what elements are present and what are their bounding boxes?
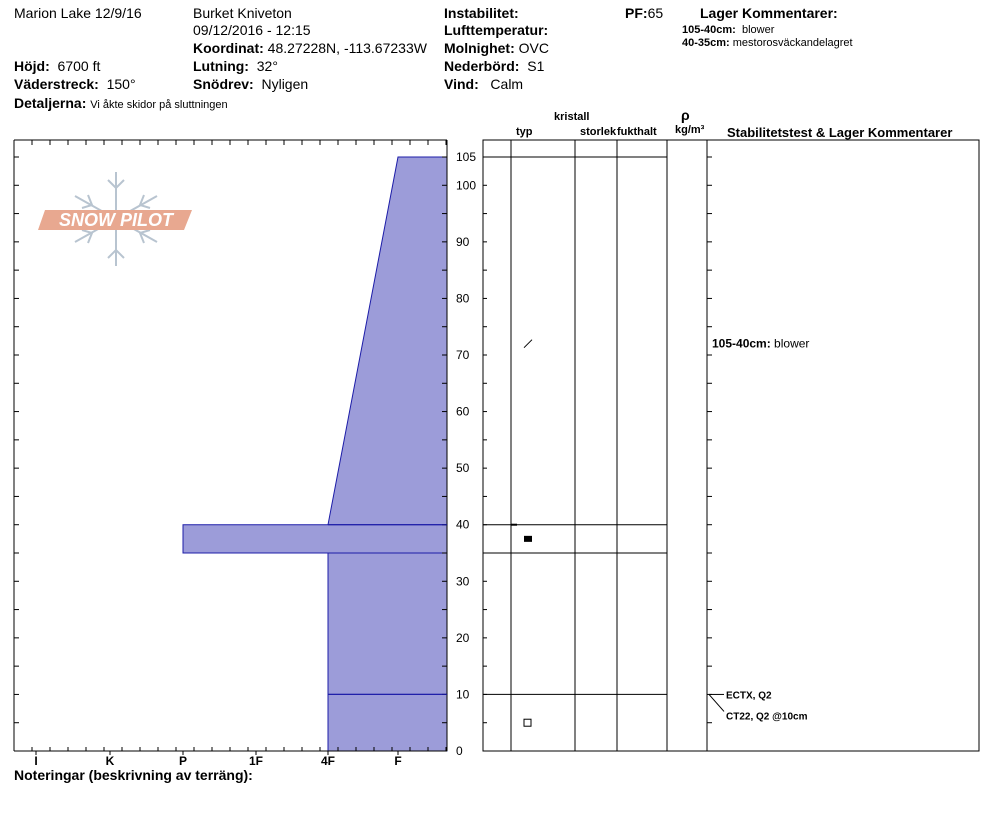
hardness-tick-label: 4F [320, 754, 336, 768]
depth-tick-label: 80 [456, 291, 470, 306]
depth-tick-label: 70 [456, 348, 470, 362]
drift-value: Nyligen [261, 76, 309, 92]
column-moisture: fukthalt [617, 126, 657, 138]
hardness-tick-label: 1F [248, 754, 264, 768]
hardness-layer-4 [328, 694, 447, 751]
layer-comment-1-range: 105-40cm: [682, 24, 736, 36]
elevation-value: 6700 ft [57, 58, 101, 74]
pf-label: PF: [625, 5, 648, 21]
stability-test-label: ECTX, Q2 [726, 690, 772, 702]
layer-grid-frame [483, 140, 979, 751]
depth-tick-label: 105 [456, 150, 477, 164]
depth-tick-label: 30 [456, 574, 470, 589]
drift-label: Snödrev: [193, 76, 254, 92]
hardness-tick-label: P [178, 754, 188, 768]
hardness-tick-label: F [394, 754, 402, 768]
column-rho: ρ [681, 107, 690, 123]
aspect-label: Väderstreck: [14, 76, 99, 92]
column-size: storlek [580, 126, 617, 138]
terrain-notes-label: Noteringar (beskrivning av terräng): [14, 767, 253, 783]
hardness-tick-label: I [34, 754, 38, 768]
column-density-unit: kg/m³ [675, 124, 705, 136]
aspect-value: 150° [106, 76, 136, 92]
air-temp-label: Lufttemperatur: [444, 22, 549, 38]
logo-text: SNOW PILOT [59, 210, 173, 230]
grain-symbol-slash [524, 340, 532, 348]
details-label: Detaljerna: [14, 95, 87, 111]
layer-note [712, 337, 809, 351]
layer-note-text: blower [770, 336, 810, 351]
depth-tick-label: 50 [456, 461, 470, 476]
wind-value: Calm [490, 76, 524, 92]
slope-label: Lutning: [193, 58, 249, 74]
location-date: Marion Lake 12/9/16 [14, 5, 142, 21]
wind-label: Vind: [444, 76, 479, 92]
observation-datetime: 09/12/2016 - 12:15 [193, 22, 311, 38]
observer-name: Burket Kniveton [193, 5, 292, 21]
layer-comment-2-text: mestorosväckandelagret [732, 37, 853, 49]
depth-tick-label: 90 [456, 234, 470, 249]
hardness-layer-1 [328, 157, 447, 525]
grain-symbol-open-square [524, 719, 531, 726]
depth-tick-label: 60 [456, 404, 470, 419]
precip-label: Nederbörd: [444, 58, 520, 74]
details-value: Vi åkte skidor på sluttningen [90, 99, 228, 111]
layer-comment-1-text: blower [741, 24, 775, 36]
depth-tick-label: 100 [456, 178, 477, 193]
hardness-layer-2 [183, 525, 447, 553]
snowpilot-logo [38, 172, 192, 266]
layer-note-range: 105-40cm: [712, 336, 771, 351]
coordinates-value: 48.27228N, -113.67233W [267, 40, 427, 56]
column-stability: Stabilitetstest & Lager Kommentarer [727, 125, 953, 140]
elevation-label: Höjd: [14, 58, 50, 74]
stability-test-arrow [709, 694, 724, 711]
column-crystal: kristall [554, 111, 590, 123]
coordinates-label: Koordinat: [193, 40, 264, 56]
sky-value: OVC [518, 40, 549, 56]
stability-test-label: CT22, Q2 @10cm [726, 711, 808, 723]
hardness-layer-3 [328, 553, 447, 694]
depth-tick-label: 0 [456, 744, 463, 758]
hardness-tick-label: K [105, 754, 115, 768]
slope-value: 32° [256, 58, 278, 74]
precip-value: S1 [527, 58, 545, 74]
depth-tick-label: 10 [456, 687, 470, 702]
layer-comment-2-range: 40-35cm: [682, 37, 730, 49]
pf-value: 65 [647, 5, 664, 21]
depth-tick-label: 20 [456, 630, 470, 645]
grain-symbol-filled-square [524, 536, 532, 542]
instability-label: Instabilitet: [444, 5, 519, 21]
layer-comments-title: Lager Kommentarer: [700, 5, 838, 21]
column-type: typ [516, 126, 533, 138]
sky-label: Molnighet: [444, 40, 515, 56]
depth-tick-label: 40 [456, 517, 470, 532]
